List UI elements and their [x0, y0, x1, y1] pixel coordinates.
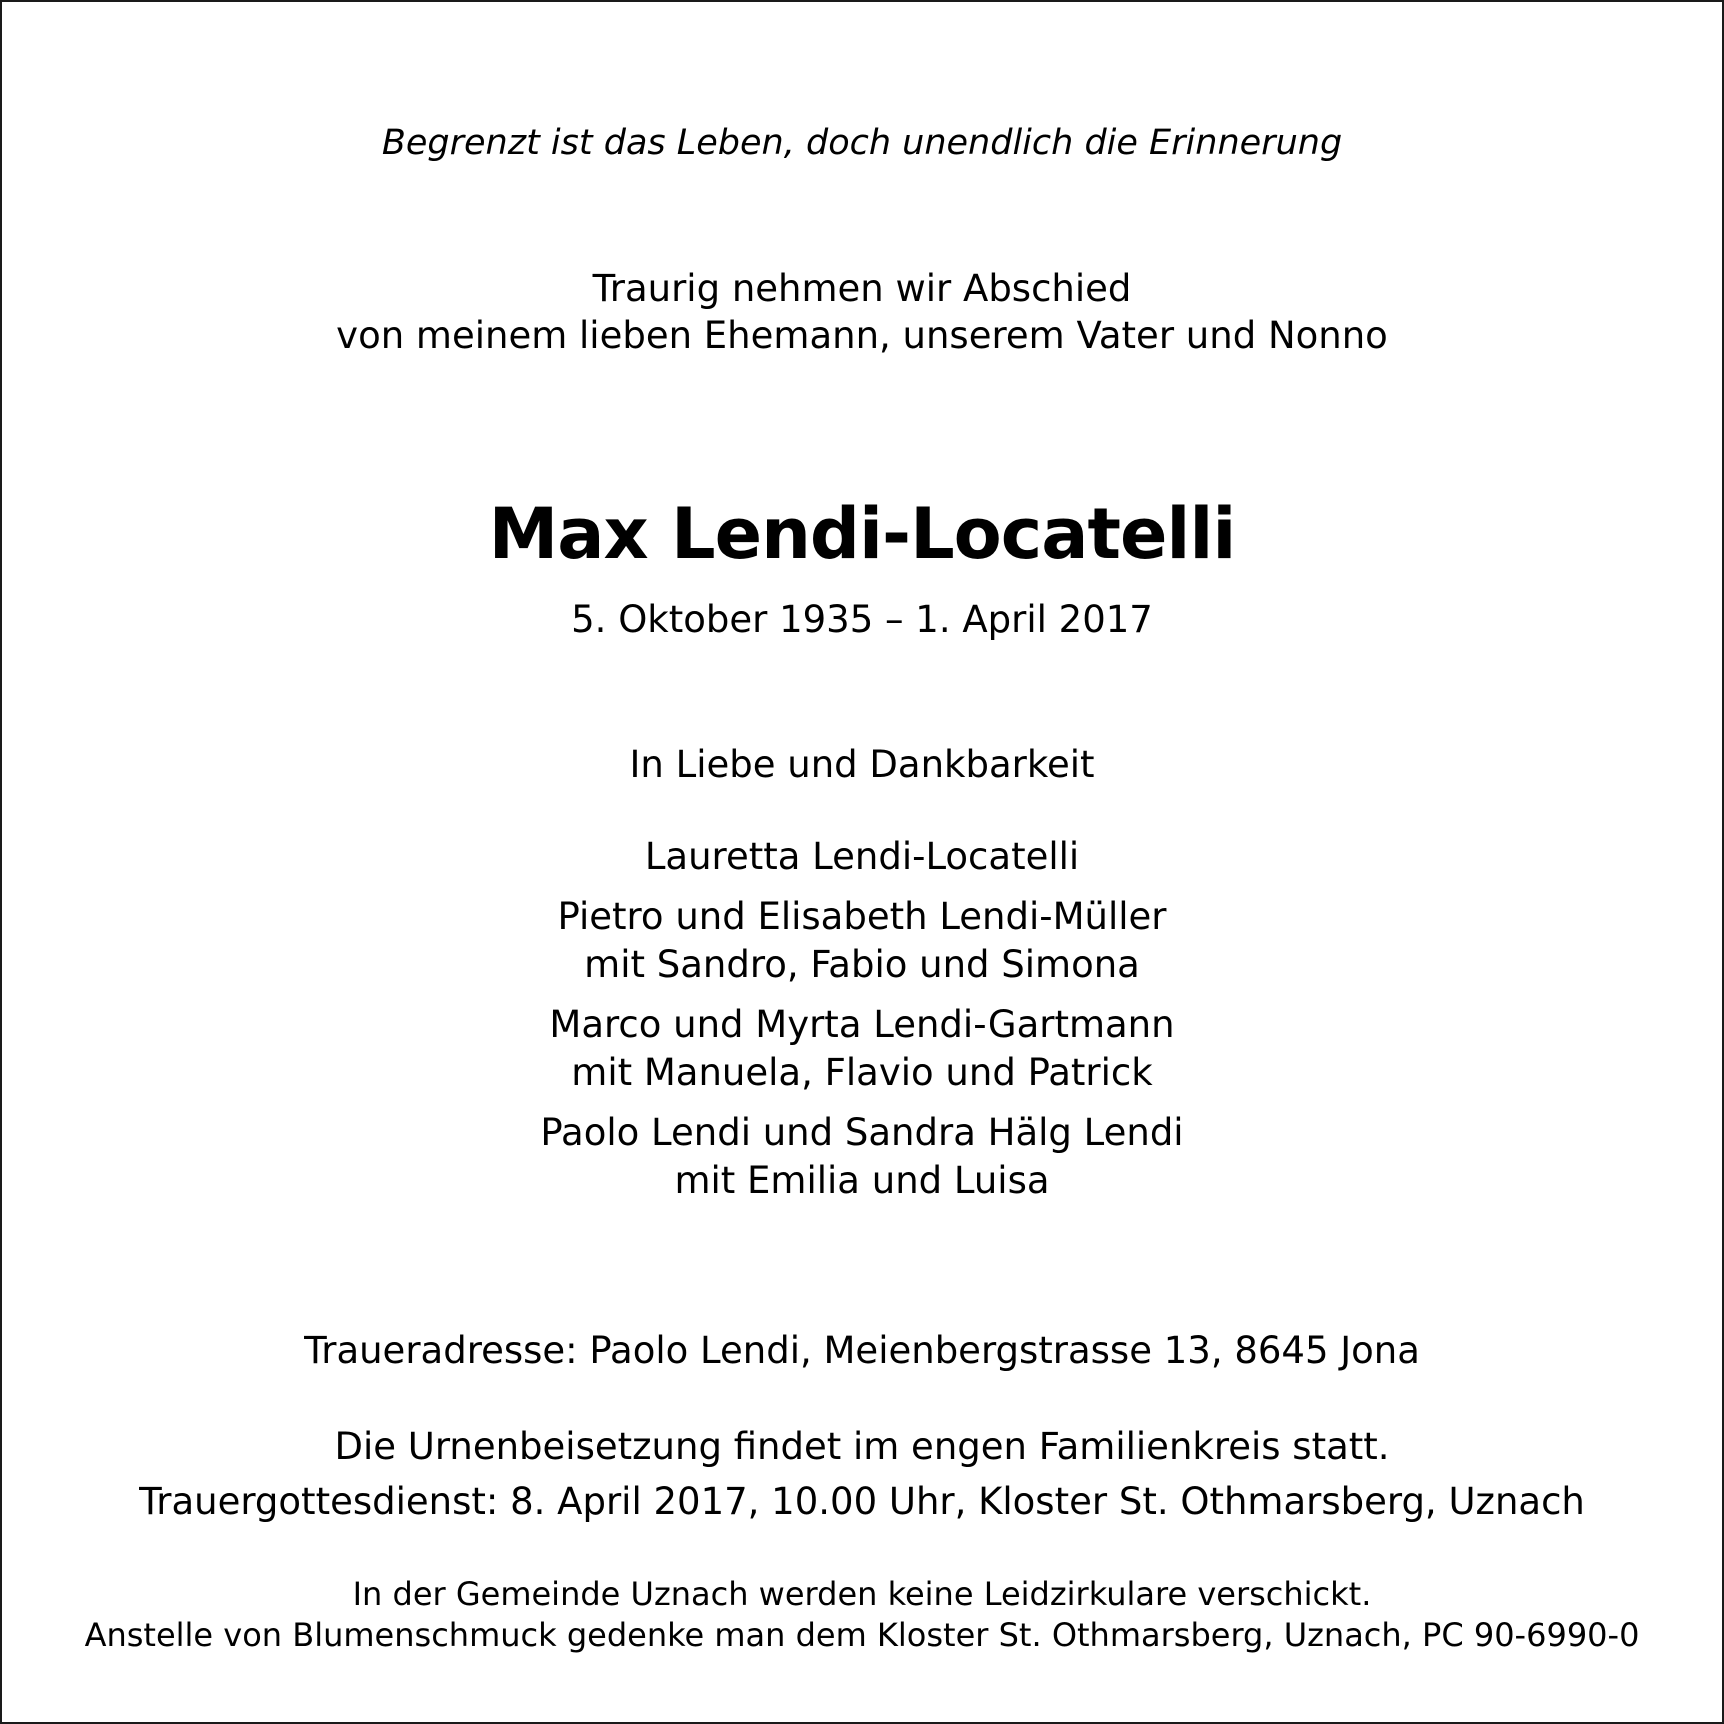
mourner-line: mit Emilia und Luisa	[674, 1159, 1050, 1202]
motto-quote: Begrenzt ist das Leben, doch unendlich die Erinnerung	[381, 123, 1343, 163]
dedication: In Liebe und Dankbarkeit	[629, 743, 1095, 786]
circular-note: In der Gemeinde Uznach werden keine Leidzirkulare verschickt.	[352, 1575, 1372, 1613]
mourner-line: Paolo Lendi und Sandra Hälg Lendi	[540, 1111, 1184, 1154]
intro-line-2: von meinem lieben Ehemann, unserem Vater und Nonno	[336, 314, 1388, 357]
mourner-line: Marco und Myrta Lendi-Gartmann	[549, 1003, 1175, 1046]
mourning-address: Traueradresse: Paolo Lendi, Meienbergstrasse 13, 8645 Jona	[304, 1329, 1420, 1372]
mourner-line: Lauretta Lendi-Locatelli	[644, 835, 1080, 878]
burial-info: Die Urnenbeisetzung findet im engen Familienkreis statt.	[334, 1425, 1390, 1468]
mourner-line: mit Manuela, Flavio und Patrick	[571, 1051, 1153, 1094]
life-dates: 5. Oktober 1935 – 1. April 2017	[571, 598, 1153, 641]
mourner-line: mit Sandro, Fabio und Simona	[584, 943, 1140, 986]
funeral-service-info: Trauergottesdienst: 8. April 2017, 10.00 Uhr, Kloster St. Othmarsberg, Uznach	[139, 1480, 1585, 1523]
deceased-name: Max Lendi-Locatelli	[488, 493, 1236, 575]
donation-note: Anstelle von Blumenschmuck gedenke man dem Kloster St. Othmarsberg, Uznach, PC 90-6990-0	[84, 1616, 1640, 1654]
mourner-line: Pietro und Elisabeth Lendi-Müller	[557, 895, 1167, 938]
intro-line-1: Traurig nehmen wir Abschied	[592, 267, 1132, 310]
